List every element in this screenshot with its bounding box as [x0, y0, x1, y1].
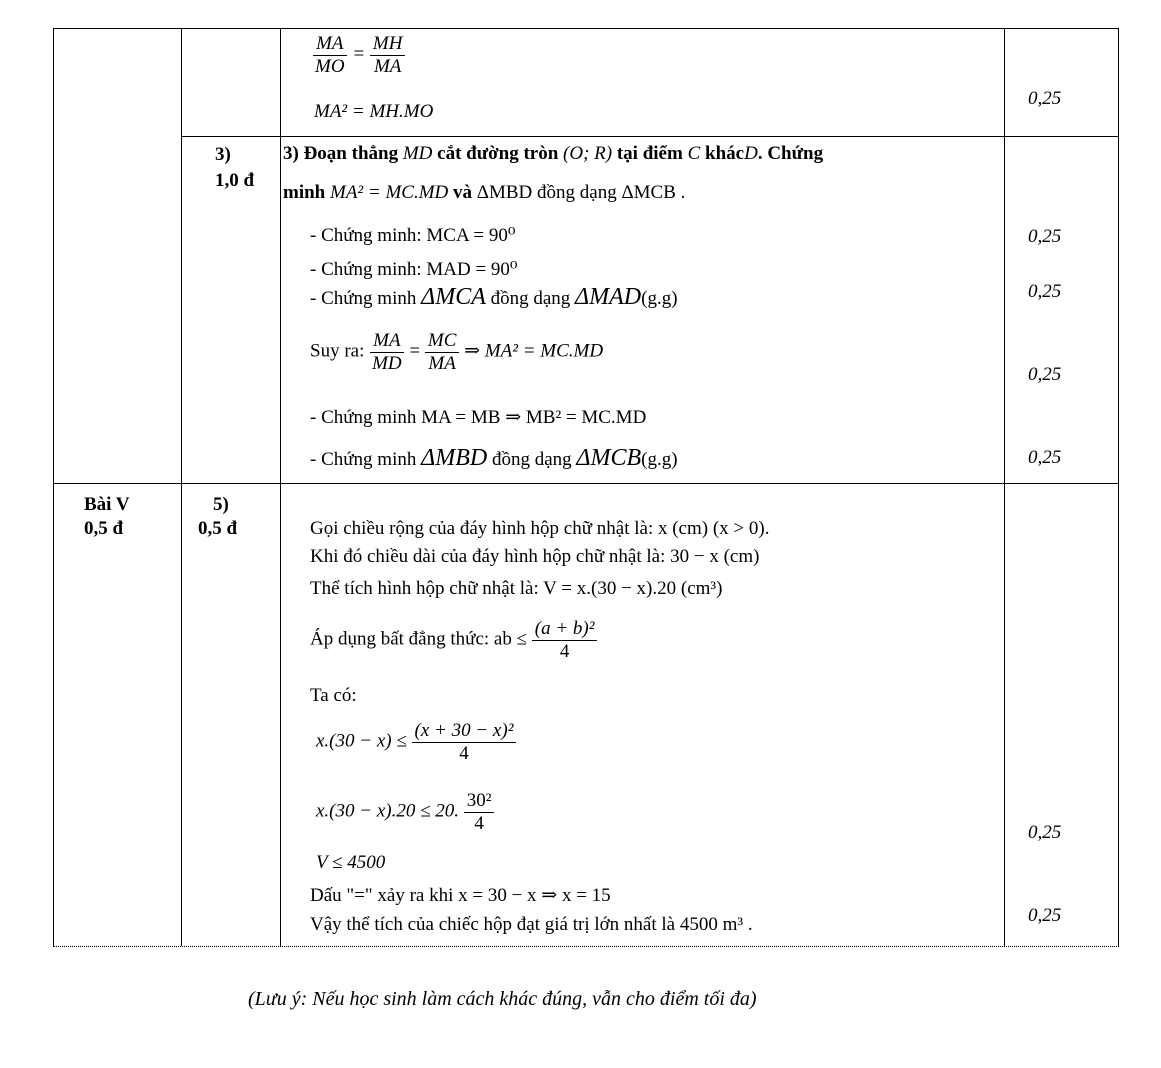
part5-line-10: Vậy thể tích của chiếc hộp đạt giá trị lớn nhất là 4500 m³ . [310, 914, 753, 935]
part5-score-2: 0,25 [1028, 905, 1062, 926]
part5-score-1: 0,25 [1028, 822, 1062, 843]
part3-number: 3) [215, 144, 231, 165]
continuation-line-2: MA² = MH.MO [314, 101, 434, 122]
grading-note: (Lưu ý: Nếu học sinh làm cách khác đúng, vẫn cho điểm tối đa) [248, 988, 757, 1010]
part3-step-2: - Chứng minh: MAD = 90⁰ [310, 259, 518, 280]
bai5-points: 0,5 đ [84, 518, 124, 539]
col-divider-1 [181, 28, 182, 946]
col-divider-2 [280, 28, 281, 946]
part5-line-4: Áp dụng bất đẳng thức: ab ≤ $\frac{\text{(a + b)²}}{4}$ [310, 618, 597, 663]
part5-line-9: Dấu "=" xảy ra khi x = 30 − x ⇒ x = 15 [310, 885, 611, 906]
part3-step-1: - Chứng minh: MCA = 90⁰ [310, 225, 516, 246]
part5-line-8: V ≤ 4500 [316, 852, 386, 873]
table-border-top [53, 28, 1119, 29]
row-divider-part3 [181, 136, 1119, 137]
table-border-right [1118, 28, 1119, 946]
part3-step-1-score: 0,25 [1028, 226, 1062, 247]
part3-title-line1: 3) Đoạn thẳng MD cắt đường tròn (O; R) tại điểm C khácD. Chứng [283, 143, 824, 164]
part3-step-6: - Chứng minh ΔMBD đồng dạng ΔMCB(g.g) [310, 445, 678, 471]
part5-line-2: Khi đó chiều dài của đáy hình hộp chữ nhật là: 30 − x (cm) [310, 546, 760, 567]
part5-points: 0,5 đ [198, 518, 238, 539]
table-border-left [53, 28, 54, 946]
col-divider-3 [1004, 28, 1005, 946]
part3-step-4: Suy ra: $\frac{MA}{MD}$ = $\frac{MC}{MA}$ ⇒ MA² = MC.MD [310, 330, 604, 374]
part5-line-5: Ta có: [310, 685, 357, 706]
continuation-score: 0,25 [1028, 88, 1062, 109]
part5-line-6: x.(30 − x) ≤ $\frac{\text{(x + 30 − x)²}}{4}$ [316, 720, 516, 765]
continuation-fraction-eq: $\frac{MA}{MO}$ = $\frac{MH}{MA}$ [312, 33, 405, 78]
part3-title-line2: minh MA² = MC.MD và ΔMBD đồng dạng ΔMCB . [283, 182, 686, 203]
table-border-bottom [53, 946, 1119, 947]
part5-line-3: Thể tích hình hộp chữ nhật là: V = x.(30 − x).20 (cm³) [310, 578, 723, 599]
part3-step-5: - Chứng minh MA = MB ⇒ MB² = MC.MD [310, 407, 647, 428]
part3-step-4-score: 0,25 [1028, 364, 1062, 385]
part3-points: 1,0 đ [215, 170, 255, 191]
part5-number: 5) [213, 494, 229, 515]
bai5-label: Bài V [84, 494, 130, 515]
part3-step-6-score: 0,25 [1028, 447, 1062, 468]
part5-line-7: x.(30 − x).20 ≤ 20. $\frac{\text{30²}}{4}$ [316, 790, 494, 835]
row-divider-bai5 [53, 483, 1119, 484]
part5-line-1: Gọi chiều rộng của đáy hình hộp chữ nhật là: x (cm) (x > 0). [310, 518, 770, 539]
part3-step-3: - Chứng minh ΔMCA đồng dạng ΔMAD(g.g) [310, 284, 678, 310]
part3-step-3-score: 0,25 [1028, 281, 1062, 302]
